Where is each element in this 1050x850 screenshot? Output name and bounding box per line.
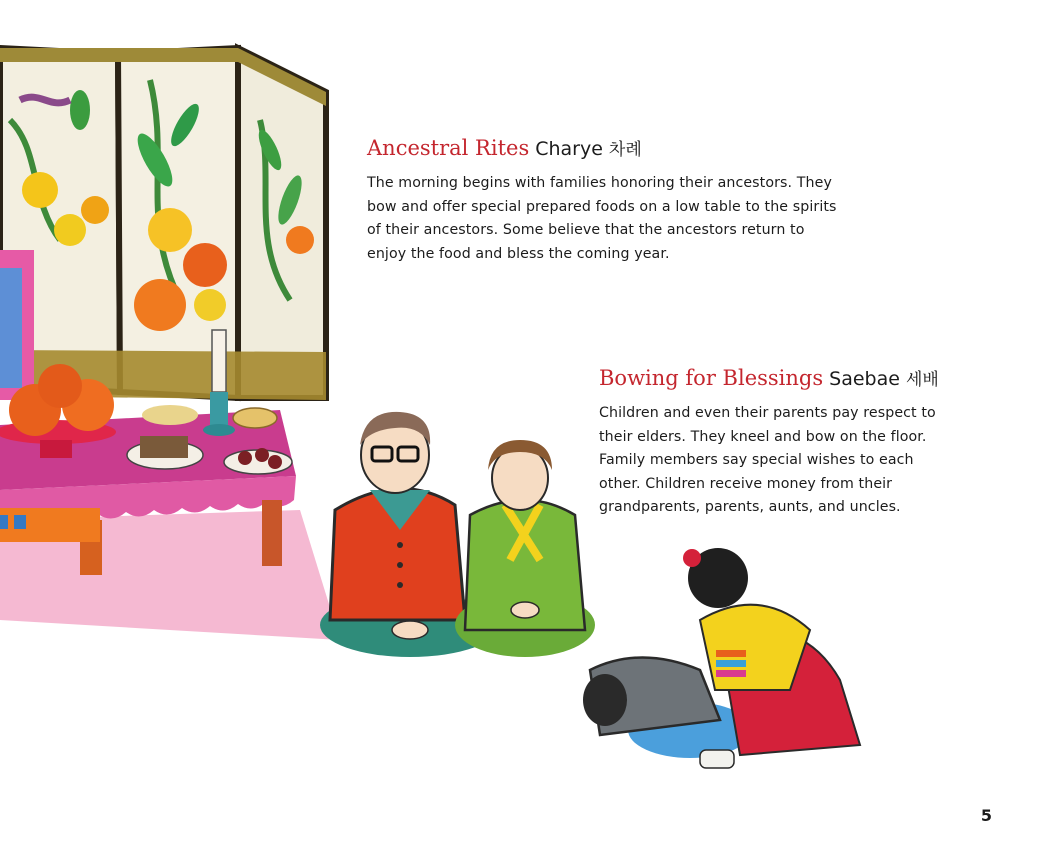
boy-head: [583, 674, 627, 726]
candle: [212, 330, 226, 392]
cup: [14, 515, 26, 529]
girl-jacket: [700, 605, 810, 690]
persimmon: [38, 364, 82, 408]
heading-korean: 차례: [608, 140, 642, 160]
table-leg: [262, 500, 282, 566]
girl-sleeve-stripe: [716, 650, 746, 657]
chestnut: [268, 455, 282, 469]
memorial-frame-inner: [0, 268, 22, 388]
screen-flower: [148, 208, 192, 252]
section-bowing-for-blessings: [599, 364, 949, 520]
section-ancestral-rites: [367, 134, 837, 266]
section-body: The morning begins with families honoring their ancestors. They bow and offer special prepared foods on a low table to the spirits of their ancestors. Some believe that the ancestors return to enjoy the food and bless the coming year.: [367, 175, 837, 262]
memorial-frame: [0, 250, 34, 400]
heading-english: Bowing for Blessings: [599, 366, 824, 390]
screen-fruit: [183, 243, 227, 287]
heading-english: Ancestral Rites: [367, 136, 530, 160]
section-body: Children and even their parents pay respect to their elders. They kneel and bow on the floor. Family members say special wishes to each other. Children receive money from their grandparents, parents, aunts, and uncles.: [599, 405, 936, 515]
bowl: [233, 408, 277, 428]
chestnut: [238, 451, 252, 465]
heading-romanized: Charye: [535, 138, 603, 160]
father-button: [397, 582, 403, 588]
mother-hands: [511, 602, 539, 618]
mother-figure: [455, 440, 595, 657]
screen-flower: [81, 196, 109, 224]
father-button: [397, 562, 403, 568]
food: [140, 436, 188, 458]
father-hands: [392, 621, 428, 639]
screen-flower: [286, 226, 314, 254]
girl-sleeve-stripe: [716, 660, 746, 667]
folding-screen: [0, 48, 326, 400]
page-number: 5: [980, 806, 992, 825]
father-button: [397, 542, 403, 548]
screen-flower: [22, 172, 58, 208]
rice-cakes: [142, 405, 198, 425]
candle-stand: [210, 392, 228, 426]
girl-sleeve-stripe: [716, 670, 746, 677]
girl-hair-flower: [683, 549, 701, 567]
fruit-dish-stand: [40, 440, 72, 458]
screen-fruit: [134, 279, 186, 331]
screen-fruit: [194, 289, 226, 321]
cup: [0, 515, 8, 529]
screen-flower: [54, 214, 86, 246]
section-heading: [367, 134, 837, 164]
chestnut: [255, 448, 269, 462]
heading-korean: 세배: [905, 370, 939, 390]
boy-sock: [700, 750, 734, 768]
section-heading: [599, 364, 949, 394]
candle-base: [203, 424, 235, 436]
screen-leaf: [70, 90, 90, 130]
heading-romanized: Saebae: [829, 368, 900, 390]
